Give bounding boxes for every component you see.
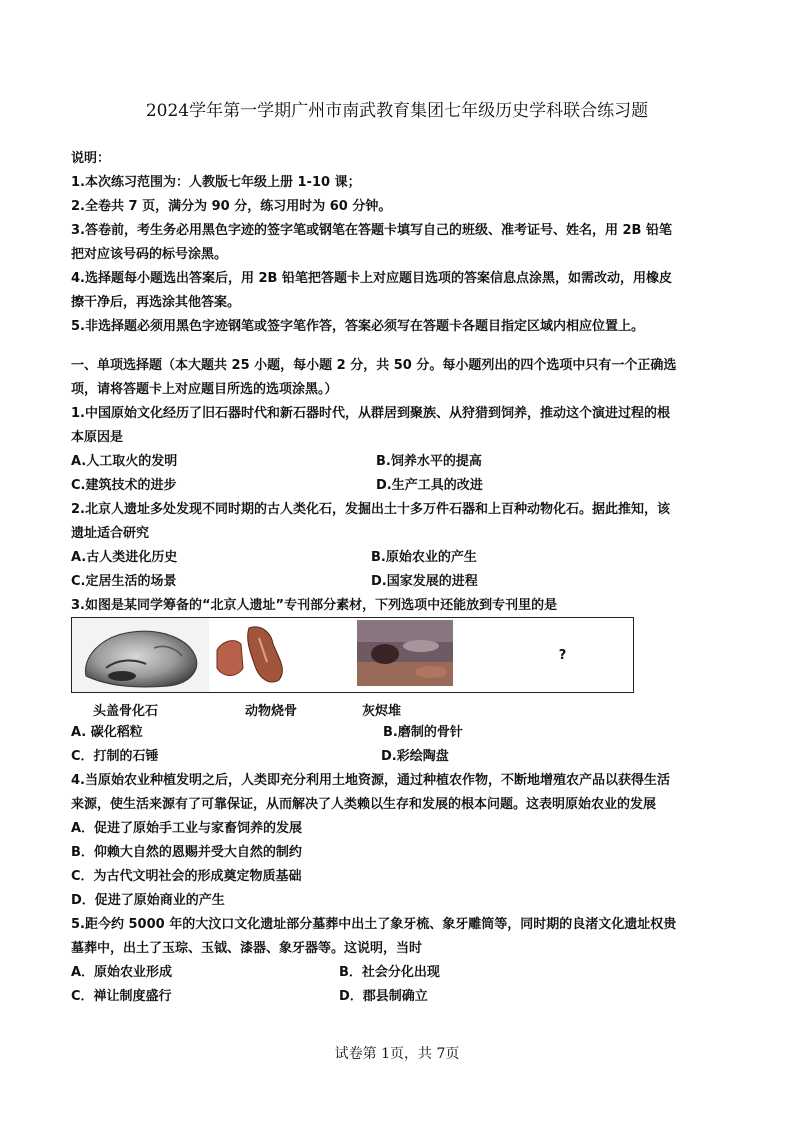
q2-stem-line-2: 遗址适合研究 (71, 526, 150, 541)
burnt-bone-cell (209, 618, 351, 692)
q5-stem-line-2: 墓葬中，出土了玉琮、玉钺、漆器、象牙器等。这说明，当时 (71, 941, 423, 956)
note-4-line-2: 擦干净后，再选涂其他答案。 (71, 295, 241, 310)
q1-option-c: C.建筑技术的进步 (71, 478, 177, 493)
q4-stem-line-2: 来源，使生活来源有了可靠保证，从而解决了人类赖以生存和发展的根本问题。这表明原始农业的发展 (71, 797, 657, 812)
q5-option-d: D．郡县制确立 (339, 989, 428, 1004)
notes-heading: 说明： (71, 151, 111, 166)
q1-option-b: B.饲养水平的提高 (376, 454, 482, 469)
q5-option-a: A．原始农业形成 (71, 965, 173, 980)
q1-option-a: A.人工取火的发明 (71, 454, 178, 469)
q4-stem-line-1: 4.当原始农业种植发明之后，人类即充分利用土地资源，通过种植农作物，不断地增殖农产品以获得生活 (71, 773, 670, 788)
q4-option-a: A．促进了原始手工业与家畜饲养的发展 (71, 821, 303, 836)
note-5: 5.非选择题必须用黑色字迹钢笔或签字笔作答，答案必须写在答题卡各题目指定区域内相应位置上。 (71, 319, 644, 334)
q3-option-d: D.彩绘陶盘 (381, 749, 449, 764)
page-title: 2024学年第一学期广州市南武教育集团七年级历史学科联合练习题 (145, 101, 649, 121)
burnt-bone-image (209, 618, 351, 692)
skull-fossil-image (72, 618, 209, 692)
q2-option-c: C.定居生活的场景 (71, 574, 177, 589)
note-3-line-2: 把对应该号码的标号涂黑。 (71, 247, 228, 262)
q5-option-b: B．社会分化出现 (339, 965, 440, 980)
q3-stem: 3.如图是某同学筹备的“北京人遗址”专刊部分素材，下列选项中还能放到专刊里的是 (71, 598, 558, 613)
ash-pile-cell (351, 618, 492, 692)
note-4-line-1: 4.选择题每小题选出答案后，用 2B 铅笔把答题卡上对应题目选项的答案信息点涂黑，如需改动，用橡皮 (71, 271, 672, 286)
q4-option-b: B．仰赖大自然的恩赐并受大自然的制约 (71, 845, 302, 860)
q2-option-b: B.原始农业的产生 (371, 550, 477, 565)
section-1-heading-line-1: 一、单项选择题（本大题共 25 小题，每小题 2 分，共 50 分。每小题列出的四个选项中只有一个正确选 (71, 358, 677, 373)
q3-image-table (71, 617, 634, 693)
page-footer: 试卷第 1页，共 7页 (334, 1046, 460, 1062)
q3-option-c: C．打制的石锤 (71, 749, 159, 764)
section-1-heading-line-2: 项，请将答题卡上对应题目所选的选项涂黑。） (71, 382, 338, 397)
q2-option-d: D.国家发展的进程 (371, 574, 478, 589)
note-3-line-1: 3.答卷前，考生务必用黑色字迹的签字笔或钢笔在答题卡填写自己的班级、准考证号、姓名，用 2B 铅笔 (71, 223, 672, 238)
caption-burnt-bone: 动物烧骨 (245, 704, 298, 719)
q4-option-c: C．为古代文明社会的形成奠定物质基础 (71, 869, 302, 884)
caption-ash-pile: 灰烬堆 (362, 704, 402, 719)
question-mark: ? (558, 647, 567, 663)
q5-option-c: C．禅让制度盛行 (71, 989, 172, 1004)
ash-pile-image (351, 618, 492, 692)
q1-stem-line-2: 本原因是 (71, 430, 124, 445)
note-2: 2.全卷共 7 页，满分为 90 分，练习用时为 60 分钟。 (71, 199, 392, 214)
q3-option-a: A. 碳化稻粒 (71, 725, 143, 740)
skull-fossil-cell (72, 618, 209, 692)
q3-option-b: B.磨制的骨针 (383, 725, 463, 740)
q5-stem-line-1: 5.距今约 5000 年的大汶口文化遗址部分墓葬中出土了象牙梳、象牙雕筒等，同时期的良渚文化遗址权贵 (71, 917, 677, 932)
caption-skull-fossil: 头盖骨化石 (93, 704, 159, 719)
question-mark-cell (492, 618, 633, 692)
q2-stem-line-1: 2.北京人遗址多处发现不同时期的古人类化石，发掘出土十多万件石器和上百种动物化石。据此推知，该 (71, 502, 670, 517)
q2-option-a: A.古人类进化历史 (71, 550, 178, 565)
note-1: 1.本次练习范围为：人教版七年级上册 1-10 课； (71, 175, 361, 190)
q4-option-d: D．促进了原始商业的产生 (71, 893, 225, 908)
q1-option-d: D.生产工具的改进 (376, 478, 483, 493)
q1-stem-line-1: 1.中国原始文化经历了旧石器时代和新石器时代，从群居到聚族、从狩猎到饲养，推动这个演进过程的根 (71, 406, 670, 421)
